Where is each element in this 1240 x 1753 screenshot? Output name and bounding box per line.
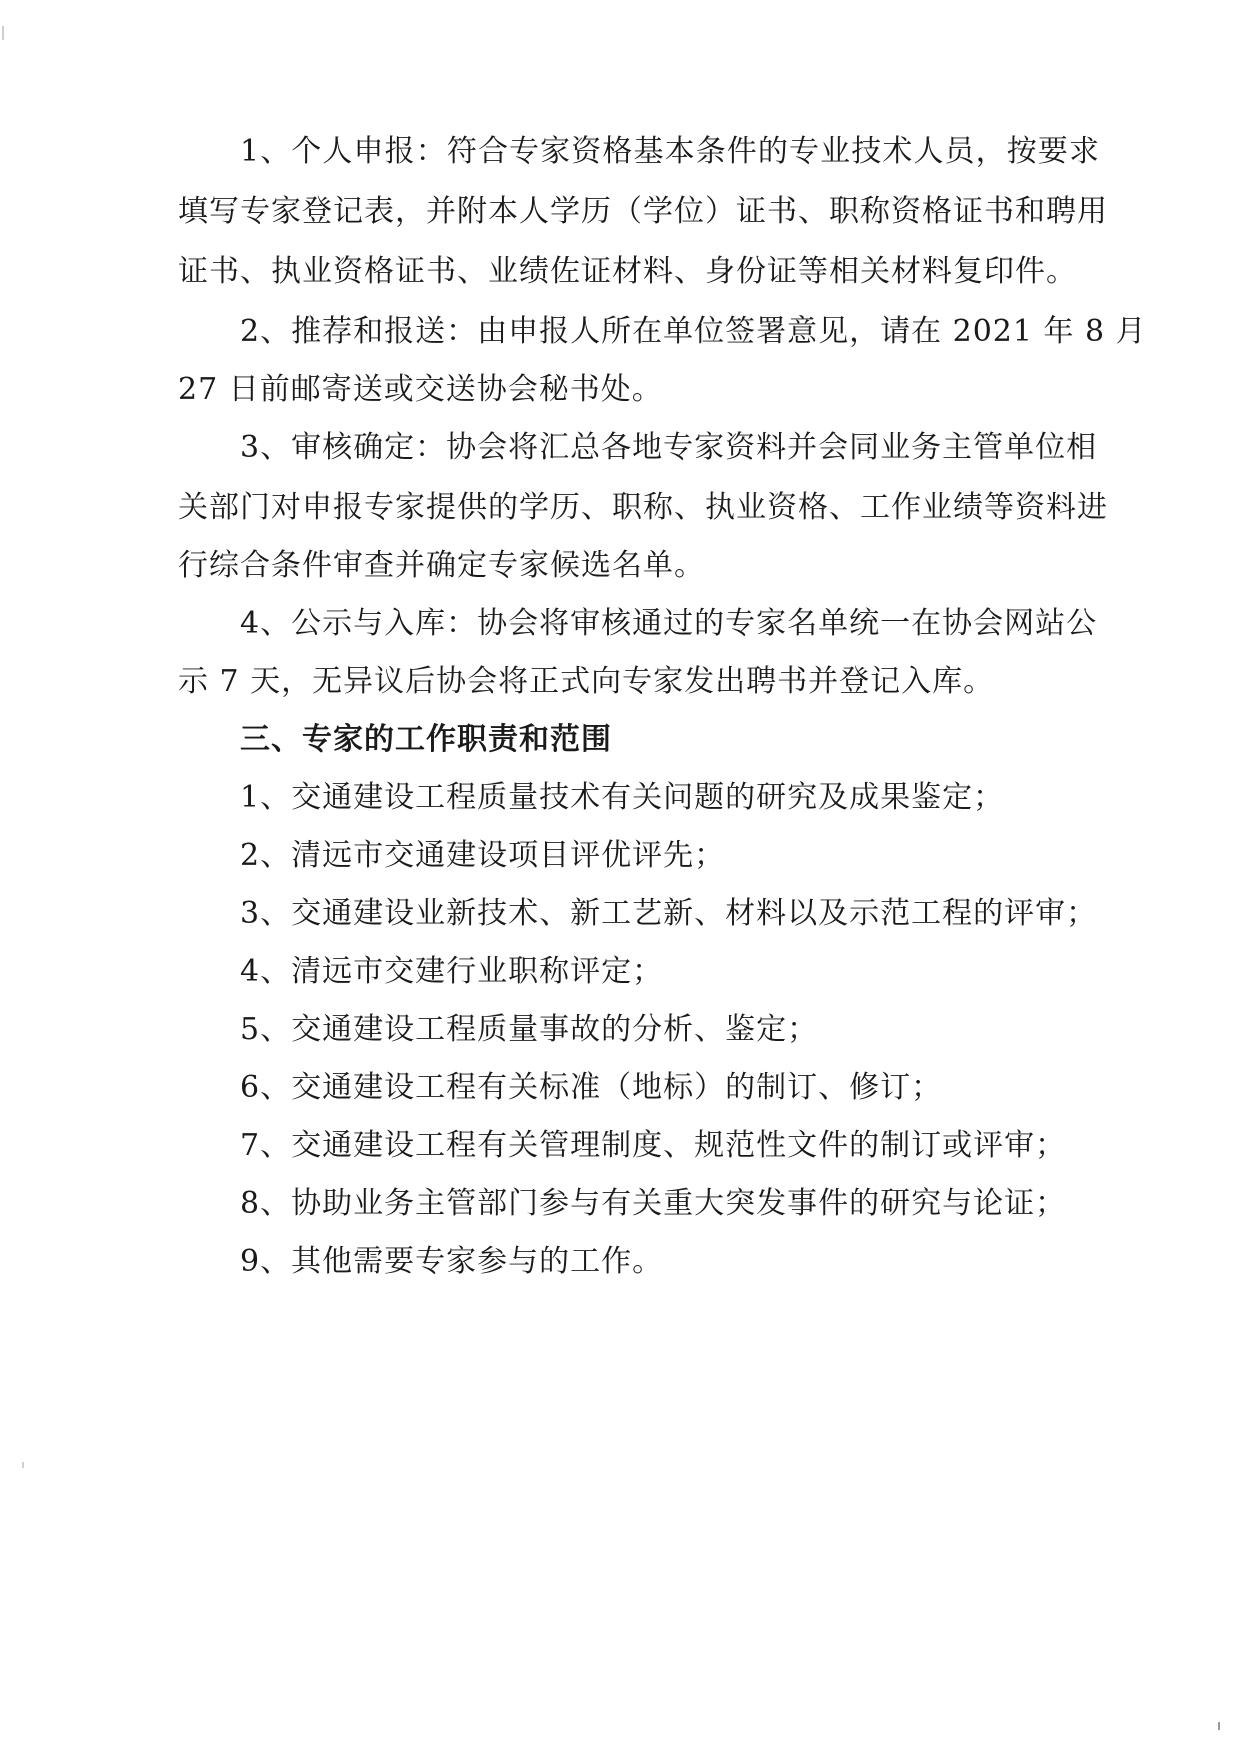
paragraph-1-line-1: 1、个人申报：符合专家资格基本条件的专业技术人员，按要求 bbox=[240, 134, 1100, 169]
scan-edge-mark-top bbox=[2, 26, 4, 40]
duty-item-3: 3、交通建设业新技术、新工艺新、材料以及示范工程的评审； bbox=[240, 896, 1098, 931]
duty-item-4: 4、清远市交建行业职称评定； bbox=[240, 954, 664, 989]
duty-item-7: 7、交通建设工程有关管理制度、规范性文件的制订或评审； bbox=[240, 1128, 1067, 1163]
paragraph-1-line-3: 证书、执业资格证书、业绩佐证材料、身份证等相关材料复印件。 bbox=[178, 254, 1077, 289]
paragraph-3-line-1: 3、审核确定：协会将汇总各地专家资料并会同业务主管单位相 bbox=[240, 430, 1098, 465]
duty-item-1: 1、交通建设工程质量技术有关问题的研究及成果鉴定； bbox=[240, 780, 1005, 815]
paragraph-2-line-1: 2、推荐和报送：由申报人所在单位签署意见，请在 2021 年 8 月 bbox=[240, 314, 1147, 349]
paragraph-4-line-1: 4、公示与入库：协会将审核通过的专家名单统一在协会网站公 bbox=[240, 606, 1098, 641]
paragraph-1-line-2: 填写专家登记表，并附本人学历（学位）证书、职称资格证书和聘用 bbox=[178, 194, 1108, 229]
duty-item-5: 5、交通建设工程质量事故的分析、鉴定； bbox=[240, 1012, 819, 1047]
scan-edge-mark-left bbox=[22, 1462, 24, 1468]
scan-edge-mark-bottom-right bbox=[1218, 1722, 1220, 1730]
duty-item-6: 6、交通建设工程有关标准（地标）的制订、修订； bbox=[240, 1070, 943, 1105]
duty-item-8: 8、协助业务主管部门参与有关重大突发事件的研究与论证； bbox=[240, 1186, 1067, 1221]
paragraph-3-line-3: 行综合条件审查并确定专家候选名单。 bbox=[178, 548, 705, 583]
duty-item-2: 2、清远市交通建设项目评优评先； bbox=[240, 838, 726, 873]
duty-item-9: 9、其他需要专家参与的工作。 bbox=[240, 1244, 664, 1279]
section-heading: 三、专家的工作职责和范围 bbox=[240, 722, 612, 757]
paragraph-3-line-2: 关部门对申报专家提供的学历、职称、执业资格、工作业绩等资料进 bbox=[178, 490, 1108, 525]
paragraph-4-line-2: 示 7 天，无异议后协会将正式向专家发出聘书并登记入库。 bbox=[178, 664, 995, 699]
paragraph-2-line-2: 27 日前邮寄送或交送协会秘书处。 bbox=[178, 372, 663, 407]
